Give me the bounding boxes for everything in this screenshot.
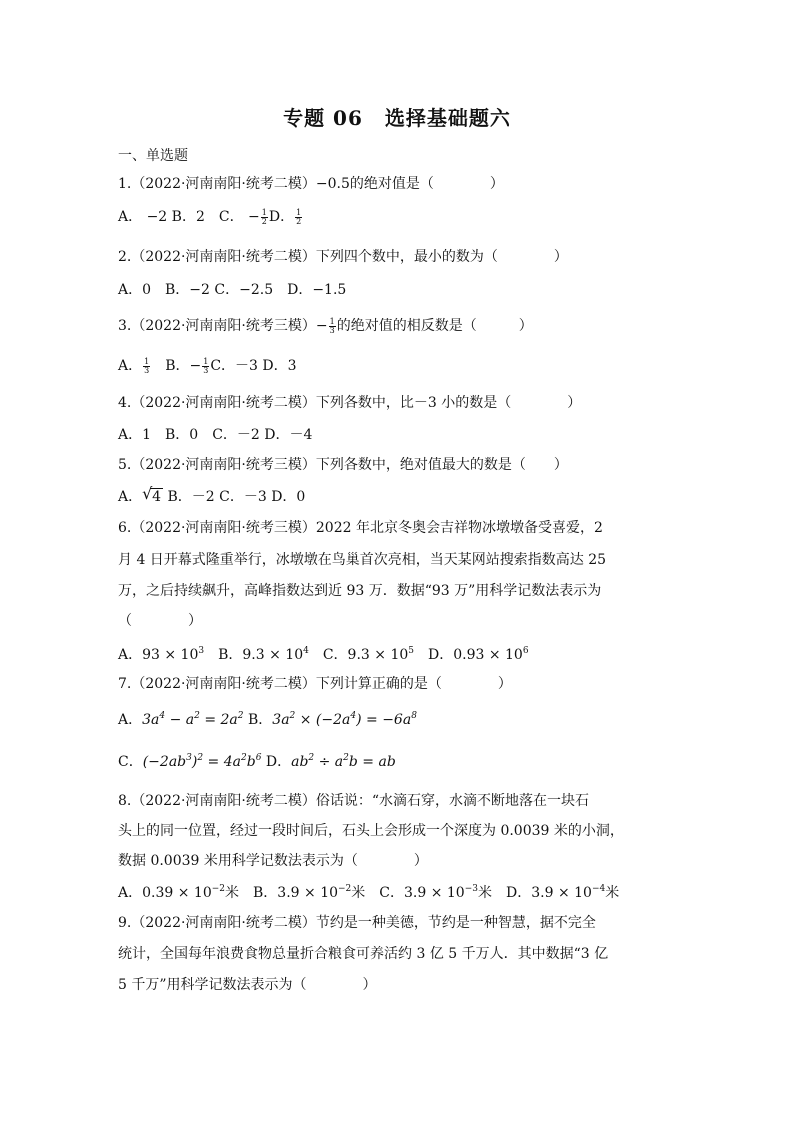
q3-prefix: 3.（2022·河南南阳·统考三模） (118, 318, 316, 334)
q7-option-a-label: A． (118, 712, 143, 728)
q6-option-c: C．9.3 × 10 (308, 647, 409, 663)
q7-option-d-expr: $ab^2 \div a^2b$ = ab (291, 753, 396, 770)
q8-option-c: C．3.9 × 10 (365, 885, 465, 901)
question-5-stem: 5.（2022·河南南阳·统考三模）下列各数中，绝对值最大的数是（ ） (118, 457, 568, 473)
q8-option-b-exp: −2 (338, 884, 352, 894)
q3-a-numerator: 1 (144, 356, 150, 366)
question-1-options (118, 207, 303, 227)
q8-option-d: D．3.9 × 10 (492, 885, 592, 901)
q3-option-b-fraction (202, 358, 209, 375)
q8-option-a: A．0.39 × 10 (118, 885, 212, 901)
q6-option-d-exp: 6 (522, 646, 529, 656)
q1-option-c-fraction (261, 209, 268, 226)
q3-b-denominator: 3 (203, 365, 209, 375)
q1-suffix: 的绝对值是（ ） (349, 176, 504, 192)
q1-option-d-fraction (295, 209, 302, 226)
q7-option-b-expr: $3a^2 \times (-2a^4) = -6a^8$ (272, 711, 417, 728)
q8-option-c-unit: 米 (478, 885, 492, 901)
q1-c-denominator: 2 (261, 216, 267, 226)
q1-option-a-label: A． (118, 209, 143, 225)
question-6-line-3: 万，之后持续飙升，高峰指数达到近 93 万．数据“93 万”用科学记数法表示为 (118, 583, 602, 599)
question-5-options (118, 484, 306, 507)
q8-option-c-exp: −3 (464, 884, 478, 894)
q3-b-numerator: 1 (203, 356, 209, 366)
question-6-line-4: （ ） (118, 613, 202, 629)
question-4-stem: 4.（2022·河南南阳·统考二模）下列各数中，比－3 小的数是（ ） (118, 395, 582, 411)
q3-numerator: 1 (329, 316, 335, 326)
q6-option-a: A．93 × 10 (118, 647, 199, 663)
q1-c-numerator: 1 (261, 207, 267, 217)
q7-option-c-label: C． (118, 754, 143, 770)
q6-option-a-exp: 3 (198, 646, 205, 656)
page-title (0, 102, 794, 131)
q1-number: −0.5 (315, 176, 350, 192)
question-4-options: A．1 B．0 C．－2 D．－4 (118, 427, 313, 443)
q5-options-rest: B．－2 C．－3 D．0 (163, 489, 306, 505)
question-2-stem: 2.（2022·河南南阳·统考二模）下列四个数中，最小的数为（ ） (118, 249, 568, 265)
q3-denominator: 3 (329, 325, 335, 335)
q5-sqrt (142, 484, 163, 507)
q8-option-b: B．3.9 × 10 (239, 885, 339, 901)
question-6-line-2: 月 4 日开幕式隆重举行，冰墩墩在鸟巢首次亮相，当天某网站搜索指数高达 25 (118, 552, 607, 568)
q3-option-a-fraction (143, 358, 150, 375)
question-9-line-1: 9.（2022·河南南阳·统考二模）节约是一种美德，节约是一种智慧，据不完全 (118, 915, 596, 931)
question-3-options (118, 356, 297, 376)
q6-option-c-exp: 5 (408, 646, 414, 656)
sqrt-symbol-icon: √ (142, 484, 153, 503)
q3-option-a-label: A． (118, 358, 143, 374)
question-3-stem (118, 316, 533, 336)
q1-d-denominator: 2 (296, 216, 302, 226)
q7-option-c-expr: $(-2ab^3)^2 = 4a^2b^6$ (142, 753, 262, 770)
q3-option-b-sign: − (189, 358, 202, 374)
q1-option-d-label: D． (268, 209, 295, 225)
q8-option-d-unit: 米 (605, 885, 620, 901)
q1-option-a: −2 (146, 209, 168, 225)
question-7-options-ab (118, 710, 417, 730)
question-6-line-1: 6.（2022·河南南阳·统考三模）2022 年北京冬奥会吉祥物冰墩墩备受喜爱，2 (118, 520, 603, 536)
q1-prefix: 1.（2022·河南南阳·统考二模） (118, 176, 316, 192)
question-2-options: A．0 B．−2 C．−2.5 D．−1.5 (118, 282, 347, 298)
question-1-stem (118, 174, 504, 194)
q5-option-a-label: A． (118, 489, 143, 505)
q3-a-denominator: 3 (144, 365, 150, 375)
question-9-line-2: 统计，全国每年浪费食物总量折合粮食可养活约 3 亿 5 千万人．其中数据“3 亿 (118, 946, 609, 962)
question-7-options-cd (118, 752, 396, 772)
q8-option-b-unit: 米 (351, 885, 366, 901)
title-sub: 选择基础题六 (384, 106, 511, 130)
title-main: 专题 06 (283, 106, 363, 130)
q8-option-d-exp: −4 (591, 884, 606, 894)
question-8-line-2: 头上的同一位置，经过一段时间后，石头上会形成一个深度为 0.0039 米的小洞， (118, 823, 624, 839)
q7-option-a-expr: $3a^4 - a^2 = 2a^2$ (142, 711, 244, 728)
section-heading: 一、单选题 (118, 148, 188, 164)
q6-option-d: D．0.93 × 10 (414, 647, 523, 663)
q1-d-numerator: 1 (296, 207, 302, 217)
q7-option-b-label: B． (243, 712, 273, 728)
question-6-options (118, 645, 529, 665)
q3-suffix: 的绝对值的相反数是（ ） (336, 318, 533, 334)
q8-option-a-unit: 米 (225, 885, 240, 901)
q6-option-b: B．9.3 × 10 (204, 647, 304, 663)
q5-radicand: 4 (152, 489, 162, 505)
q1-option-c-sign: − (248, 209, 260, 225)
q8-option-a-exp: −2 (211, 884, 226, 894)
question-8-options (118, 883, 619, 903)
question-8-line-1: 8.（2022·河南南阳·统考二模）俗话说：“水滴石穿，水滴不断地落在一块石 (118, 793, 590, 809)
q3-sign: − (315, 318, 328, 334)
question-8-line-3: 数据 0.0039 米用科学记数法表示为（ ） (118, 853, 428, 869)
q1-option-b: B．2 C． (167, 209, 244, 225)
question-7-stem: 7.（2022·河南南阳·统考二模）下列计算正确的是（ ） (118, 676, 512, 692)
q3-option-b-label: B． (151, 358, 190, 374)
question-9-line-3: 5 千万”用科学记数法表示为（ ） (118, 977, 377, 993)
q7-option-d-label: D． (261, 754, 292, 770)
q3-options-rest: C．－3 D．3 (210, 358, 297, 374)
q6-option-b-exp: 4 (303, 646, 309, 656)
q3-fraction (329, 318, 336, 335)
